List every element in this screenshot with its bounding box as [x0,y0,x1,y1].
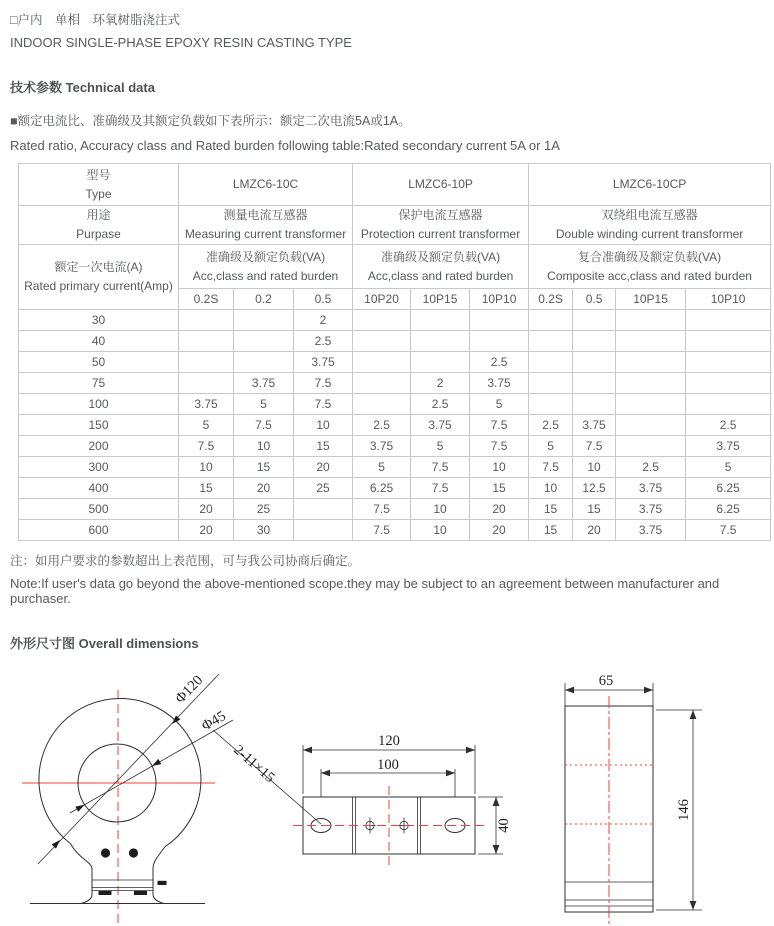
purpose-header-cell [19,206,179,245]
burden-value-cell: 7.5 [294,373,353,394]
burden-value-cell: 2.5 [616,457,686,478]
type-header-cell [19,164,179,206]
burden-value-cell: 7.5 [529,457,573,478]
table-body [19,310,771,541]
table-row [19,331,771,352]
burden-value-cell [234,331,294,352]
side-view-drawing [565,673,702,926]
burden-value-cell: 7.5 [294,394,353,415]
burden-value-cell: 5 [411,436,470,457]
burden-value-cell [411,310,470,331]
burden-value-cell: 15 [529,499,573,520]
burden-value-cell: 2.5 [470,352,529,373]
burden-value-cell: 10 [234,436,294,457]
body-outline-right [39,698,201,903]
primary-current-cell: 300 [19,457,179,478]
burden-value-cell [573,352,616,373]
burden-value-cell: 2.5 [411,394,470,415]
table-row [19,436,771,457]
inner-diameter-label: Φ45 [199,708,229,735]
burden-value-cell: 10 [411,520,470,541]
note-en: Note:If user's data go beyond the above-mentioned scope.they may be subject to an agreement between manufacturer and purchaser. [10,576,720,606]
burden-value-cell: 10 [529,478,573,499]
burden-value-cell [353,352,411,373]
purpose-label-en: Purpase [76,227,121,241]
burden-cell-protection [353,245,529,289]
burden-value-cell [179,310,234,331]
burden-value-cell: 15 [573,499,616,520]
burden-value-cell: 10 [179,457,234,478]
inner-diameter-dim-line [70,720,233,813]
purpose-label-cn: 用途 [86,208,111,222]
subcol-header: 10P10 [470,289,529,310]
terminal-dot [129,848,138,857]
dim-arrowhead [75,805,84,812]
burden-value-cell [573,394,616,415]
bottom-view-drawing [213,730,512,870]
base-tab [99,891,112,895]
table-row [19,394,771,415]
front-view-drawing [22,672,233,926]
burden-value-cell: 20 [470,520,529,541]
outer-diameter-label: Φ120 [172,672,207,707]
technical-data-table [18,163,771,541]
primary-current-label-en: Rated primary current(Amp) [24,279,173,293]
burden-value-cell [686,310,771,331]
burden-value-cell: 20 [294,457,353,478]
subcol-header: 10P10 [686,289,771,310]
table-row [19,352,771,373]
burden-value-cell [470,331,529,352]
primary-current-cell: 200 [19,436,179,457]
purpose-protection-cn: 保护电流互感器 [398,208,483,222]
burden-composite-cn: 复合准确级及额定负载(VA) [578,249,722,264]
purpose-protection-en: Protection current transformer [360,227,521,241]
burden-value-cell [686,331,771,352]
burden-protection-en: Acc,class and rated burden [367,268,514,283]
primary-current-cell: 400 [19,478,179,499]
type-label-en: Type [85,186,112,201]
burden-value-cell: 2.5 [294,331,353,352]
burden-value-cell: 7.5 [686,520,771,541]
subcol-header: 0.2 [234,289,294,310]
purpose-cell-protection [353,206,529,245]
purpose-double-en: Double winding current transformer [555,227,744,241]
purpose-row [19,206,771,245]
primary-current-cell: 100 [19,394,179,415]
burden-value-cell: 3.75 [294,352,353,373]
purpose-double-cn: 双绕组电流互感器 [601,208,698,222]
burden-value-cell: 7.5 [411,478,470,499]
burden-value-cell: 10 [294,415,353,436]
burden-value-cell: 5 [470,394,529,415]
burden-value-cell: 7.5 [234,415,294,436]
burden-value-cell [616,310,686,331]
burden-value-cell: 7.5 [353,520,411,541]
model-cell-lmzc6-10p: LMZC6-10P [353,164,529,206]
hole-spacing-label: 100 [377,757,399,773]
burden-value-cell: 20 [234,478,294,499]
burden-value-cell: 12.5 [573,478,616,499]
model-cell-lmzc6-10c: LMZC6-10C [179,164,353,206]
burden-value-cell: 10 [573,457,616,478]
primary-current-cell: 600 [19,520,179,541]
burden-value-cell: 3.75 [616,520,686,541]
burden-value-cell: 5 [353,457,411,478]
primary-current-cell: 50 [19,352,179,373]
ratio-bullet-en: Rated ratio, Accuracy class and Rated burden following table:Rated secondary current 5A or 1A [10,138,560,153]
burden-value-cell: 2 [411,373,470,394]
burden-value-cell: 5 [686,457,771,478]
burden-value-cell: 3.75 [616,478,686,499]
technical-data-heading: 技术参数 Technical data [10,80,155,95]
subcol-header: 0.2S [529,289,573,310]
burden-value-cell [353,394,411,415]
purpose-measuring-en: Measuring current transformer [184,227,347,241]
purpose-cell-measuring [179,206,353,245]
burden-value-cell [573,331,616,352]
primary-current-header-cell [19,245,179,310]
ratio-bullet-cn: ■额定电流比、准确级及其额定负载如下表所示：额定二次电流5A或1A。 [10,114,411,128]
burden-value-cell: 5 [234,394,294,415]
primary-current-label-cn: 额定一次电流(A) [54,260,143,274]
dim-arrowhead [152,759,161,766]
burden-value-cell [686,373,771,394]
body-outline-left [70,844,92,904]
burden-value-cell [616,436,686,457]
primary-current-cell: 30 [19,310,179,331]
base-tab [134,891,147,895]
burden-value-cell: 10 [411,499,470,520]
burden-value-cell: 5 [529,436,573,457]
side-height-label: 146 [676,799,692,821]
burden-value-cell [573,373,616,394]
burden-value-cell [686,352,771,373]
burden-value-cell: 3.75 [616,499,686,520]
burden-value-cell: 6.25 [686,478,771,499]
burden-value-cell: 15 [529,520,573,541]
burden-value-cell: 7.5 [411,457,470,478]
burden-value-cell: 7.5 [179,436,234,457]
burden-composite-en: Composite acc,class and rated burden [547,268,752,283]
burden-value-cell [616,394,686,415]
burden-value-cell [616,373,686,394]
burden-value-cell: 3.75 [353,436,411,457]
subcol-header: 0.5 [294,289,353,310]
burden-value-cell: 15 [470,478,529,499]
primary-current-cell: 40 [19,331,179,352]
burden-value-cell: 15 [294,436,353,457]
primary-current-cell: 75 [19,373,179,394]
burden-value-cell [353,373,411,394]
table-row [19,373,771,394]
burden-value-cell [234,310,294,331]
outer-diameter-dim-line [38,674,219,864]
burden-value-cell: 3.75 [573,415,616,436]
side-width-label: 65 [598,673,614,689]
burden-value-cell [529,352,573,373]
model-cell-lmzc6-10cp: LMZC6-10CP [529,164,771,206]
table-row [19,415,771,436]
plate-depth-label: 40 [496,818,512,833]
burden-value-cell: 7.5 [470,436,529,457]
burden-value-cell: 30 [234,520,294,541]
table-row [19,310,771,331]
table-row [19,457,771,478]
type-row [19,164,771,206]
page-header [0,0,774,50]
table-row [19,478,771,499]
burden-measuring-cn: 准确级及额定负载(VA) [205,249,326,264]
overall-dimensions-heading: 外形尺寸图 Overall dimensions [10,636,199,651]
burden-value-cell [616,415,686,436]
burden-value-cell [686,394,771,415]
burden-value-cell [529,331,573,352]
overall-dimensions-drawing [0,658,774,926]
burden-value-cell: 2.5 [353,415,411,436]
burden-value-cell [529,310,573,331]
burden-cell-measuring [179,245,353,289]
slot-spec-label: 2-11×15 [230,741,278,786]
burden-value-cell: 25 [234,499,294,520]
burden-value-cell [294,520,353,541]
table-row [19,499,771,520]
burden-value-cell [470,310,529,331]
burden-value-cell [353,310,411,331]
terminal-dot [101,848,110,857]
burden-value-cell: 15 [234,457,294,478]
burden-protection-cn: 准确级及额定负载(VA) [380,249,501,264]
burden-value-cell [179,352,234,373]
burden-value-cell: 3.75 [686,436,771,457]
subcol-header: 10P15 [616,289,686,310]
burden-value-cell: 7.5 [470,415,529,436]
burden-value-cell [294,499,353,520]
burden-value-cell: 3.75 [411,415,470,436]
primary-current-cell: 500 [19,499,179,520]
title-en: INDOOR SINGLE-PHASE EPOXY RESIN CASTING TYPE [10,35,352,50]
burden-value-cell [234,352,294,373]
subcol-header: 10P15 [411,289,470,310]
burden-value-cell: 7.5 [353,499,411,520]
type-label-cn: 型号 [86,167,111,182]
burden-value-cell [573,310,616,331]
primary-current-cell: 150 [19,415,179,436]
burden-value-cell: 20 [470,499,529,520]
burden-value-cell: 7.5 [573,436,616,457]
burden-cell-composite [529,245,771,289]
purpose-cell-double-winding [529,206,771,245]
burden-measuring-en: Acc,class and rated burden [192,268,339,283]
burden-value-cell: 25 [294,478,353,499]
burden-value-cell: 3.75 [470,373,529,394]
burden-value-cell: 3.75 [234,373,294,394]
plate-width-label: 120 [378,733,400,749]
polarity-mark [158,881,167,885]
burden-value-cell [353,331,411,352]
subcol-header: 0.5 [573,289,616,310]
burden-value-cell: 2.5 [529,415,573,436]
burden-row [19,245,771,289]
purpose-measuring-cn: 测量电流互感器 [223,208,308,222]
burden-value-cell: 10 [470,457,529,478]
burden-value-cell: 5 [179,415,234,436]
burden-value-cell: 2.5 [686,415,771,436]
burden-value-cell: 6.25 [353,478,411,499]
burden-value-cell: 6.25 [686,499,771,520]
subcol-header: 10P20 [353,289,411,310]
burden-value-cell [179,331,234,352]
burden-value-cell [179,373,234,394]
burden-value-cell [411,352,470,373]
burden-value-cell: 3.75 [179,394,234,415]
burden-value-cell [616,331,686,352]
burden-value-cell: 20 [179,520,234,541]
burden-value-cell: 20 [573,520,616,541]
burden-value-cell [616,352,686,373]
dim-arrowhead [172,715,180,724]
burden-value-cell: 2 [294,310,353,331]
subcol-header: 0.2S [179,289,234,310]
note-cn: 注：如用户要求的参数超出上表范围，可与我公司协商后确定。 [10,554,361,568]
dim-arrowhead [52,840,60,849]
burden-value-cell [529,394,573,415]
title-cn: □户内 单相 环氧树脂浇注式 [10,13,181,27]
burden-value-cell: 15 [179,478,234,499]
burden-value-cell: 20 [179,499,234,520]
burden-value-cell [411,331,470,352]
table-row [19,520,771,541]
burden-value-cell [529,373,573,394]
